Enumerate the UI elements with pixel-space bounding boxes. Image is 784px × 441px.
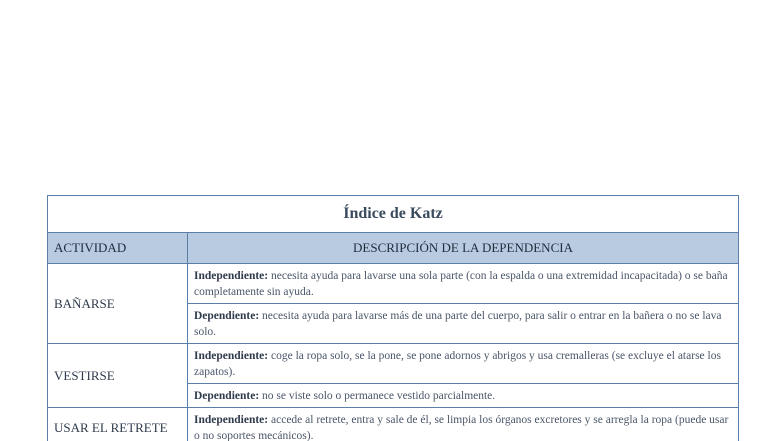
description-label: Dependiente: [194,390,260,402]
katz-index-table [47,195,739,441]
description-label: Dependiente: [194,310,260,322]
activity-descriptions [188,264,738,343]
table-row [48,408,738,441]
description-dependent [188,303,738,343]
description-independent [188,408,738,441]
table-row [48,264,738,344]
description-text: no se viste solo o permanece vestido parcialmente. [259,390,496,402]
description-label: Independiente: [194,414,269,426]
activity-name: USAR EL RETRETE [48,408,188,441]
activity-name: BAÑARSE [48,264,188,343]
description-text: coge la ropa solo, se la pone, se pone adornos y abrigos y usa cremalleras (se excluye el atarse los zapatos). [194,350,721,378]
description-label: Independiente: [194,270,269,282]
description-label: Independiente: [194,350,269,362]
description-dependent [188,383,738,407]
description-text: necesita ayuda para lavarse una sola parte (con la espalda o una extremidad incapacitada) o se baña completamente sin ayuda. [194,270,728,298]
table-title: Índice de Katz [48,196,738,233]
description-independent [188,344,738,383]
table-row [48,344,738,408]
activity-descriptions [188,344,738,407]
table-header-row [48,233,738,264]
header-activity: ACTIVIDAD [48,233,188,263]
description-independent [188,264,738,303]
header-description: DESCRIPCIÓN DE LA DEPENDENCIA [353,240,573,255]
activity-descriptions [188,408,738,441]
activity-name: VESTIRSE [48,344,188,407]
description-text: accede al retrete, entra y sale de él, se limpia los órganos excretores y se arregla la ropa (puede usar o no soportes mecánicos). [194,414,729,441]
description-text: necesita ayuda para lavarse más de una parte del cuerpo, para salir o entrar en la bañera o no se lava solo. [194,310,722,338]
